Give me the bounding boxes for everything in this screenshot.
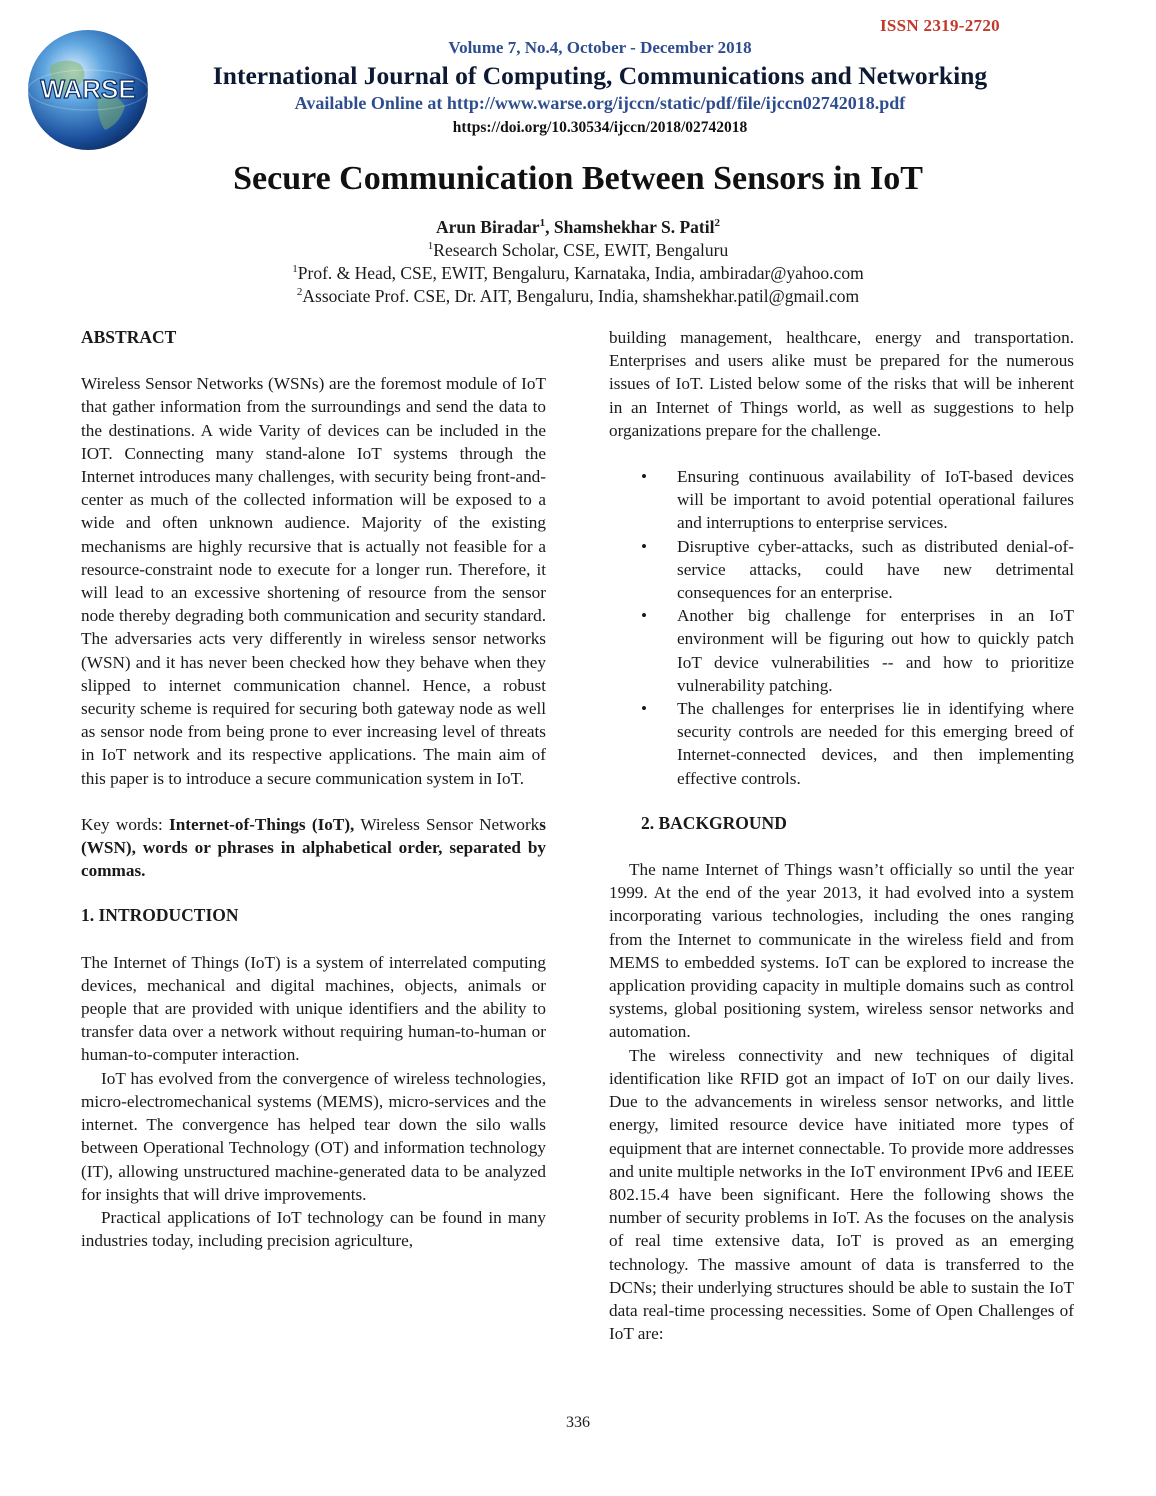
warse-logo [20,26,156,154]
affiliation-2 [100,262,1056,285]
affiliation-3-sup: 2 [296,286,303,299]
intro-paragraph-2: IoT has evolved from the convergence of wireless technologies, micro-electromechanical systems (MEMS), micro-services and the internet. The convergence has helped tear down the silo walls between Operational Technology (OT) and information technology (IT), allowing unstructured machine-generated data to be analyzed for insights that will drive improvements. [81,1068,546,1204]
affiliation-3 [100,285,1056,308]
author-2-sup: 2 [714,217,720,230]
journal-volume: Volume 7, No.4, October - December 2018 [448,38,752,57]
keywords-label: Key words: [81,814,170,834]
affiliation-2-sup: 1 [292,263,298,276]
keyword-3: s (WSN), words or phrases in alphabetical order, separated by commas. [81,814,546,881]
background-paragraph-2: The wireless connectivity and new techniques of digital identification like RFID got an impact of IoT on our daily lives. Due to the advancements in wireless sensor networks, and little energy, limited resource device have initiated more types of equipment that are internet connectable. To provide more addresses and unite multiple networks in the IoT environment IPv6 and IEEE 802.15.4 have been significant. Here the following shows the number of security problems in IoT. As the focuses on the analysis of real time extensive data, IoT is proved as an emerging technology. The massive amount of data is transferred to the DCNs; their underlying structures should be able to sustain the IoT data real-time processing necessities. Some of Open Challenges of IoT are: [609,1045,1074,1344]
author-2: Shamshekhar S. Patil [553,217,715,237]
affiliation-1-sup: 1 [427,240,434,253]
keyword-1: Internet-of-Things (IoT), [169,814,355,834]
logo-text: WARSE [40,74,136,104]
bullet-icon: • [641,699,648,719]
intro-paragraph-1: The Internet of Things (IoT) is a system of interrelated computing devices, mechanical and digital machines, objects, animals or people that are provided with unique identifiers and the ability to transfer data over a network without requiring human-to-human or human-to-computer interaction. [81,952,546,1065]
left-column [81,326,546,1252]
list-item [609,697,1074,790]
affiliation-1 [100,239,1056,262]
list-item [609,604,1074,697]
list-item [609,535,1074,605]
background-heading: 2. BACKGROUND [641,812,787,833]
bullet-icon: • [641,606,648,626]
page-number: 336 [566,1414,590,1431]
right-column [609,326,1074,1345]
bullet-icon: • [641,467,648,487]
doi-link[interactable]: https://doi.org/10.30534/ijccn/2018/02742018 [452,119,748,136]
affiliation-2-text: Prof. & Head, CSE, EWIT, Bengaluru, Karnataka, India, ambiradar@yahoo.com [297,263,864,283]
author-1-sup: 1 [539,217,546,230]
keyword-2: Wireless Sensor Network [354,814,540,834]
list-item-text: Another big challenge for enterprises in an IoT environment will be figuring out how to quickly patch IoT device vulnerabilities -- and how to prioritize vulnerability patching. [677,606,1074,695]
abstract-heading: ABSTRACT [81,327,177,347]
affiliation-1-text: Research Scholar, CSE, EWIT, Bengaluru [433,240,729,260]
keywords [81,813,546,883]
paper-title: Secure Communication Between Sensors in IoT [233,160,923,197]
abstract-text: Wireless Sensor Networks (WSNs) are the foremost module of IoT that gather information from the surroundings and send the data to the destinations. A wide Varity of devices can be included in the IOT. Connecting many stand-alone IoT systems through the Internet introduces many challenges, with security being front-and-center as much of the collected information will be exposed to a wide and often unknown audience. Majority of the existing mechanisms are highly recursive that is actually not feasible for a resource-constraint node to execute for a longer run. Therefore, it will lead to an excessive shortening of resource from the sensor node thereby degrading both communication and security standard. The adversaries acts very differently in wireless sensor networks (WSN) and it has never been checked how they behave when they slipped to internet communication channel. Hence, a robust security scheme is required for securing both gateway node as well as sensor node from being prone to ever increasing level of threats in IoT network and its respective applications. The main aim of this paper is to introduce a secure communication system in IoT. [81,374,546,788]
issn: ISSN 2319-2720 [880,16,1000,35]
intro-paragraph-3-continued: building management, healthcare, energy and transportation. Enterprises and users alike must be prepared for the numerous issues of IoT. Listed below some of the risks that will be inherent in an Internet of Things world, as well as suggestions to help organizations prepare for the challenge. [609,328,1074,440]
list-item [609,465,1074,535]
list-item-text: Disruptive cyber-attacks, such as distributed denial-of-service attacks, could have new detrimental consequences for an enterprise. [677,536,1074,603]
authors [100,216,1056,239]
globe-icon [20,26,156,154]
author-separator: , [545,217,554,237]
risk-list [609,465,1074,790]
affiliation-3-text: Associate Prof. CSE, Dr. AIT, Bengaluru, India, shamshekhar.patil@gmail.com [302,286,860,306]
intro-heading: 1. INTRODUCTION [81,905,239,926]
author-block [100,216,1056,308]
online-url[interactable]: Available Online at http://www.warse.org/ijccn/static/pdf/file/ijccn02742018.pdf [294,93,906,113]
journal-name: International Journal of Computing, Communications and Networking [212,61,988,90]
list-item-text: The challenges for enterprises lie in identifying where security controls are needed for this emerging breed of Internet-connected devices, and then implementing effective controls. [677,699,1074,788]
author-1: Arun Biradar [436,217,540,237]
list-item-text: Ensuring continuous availability of IoT-based devices will be important to avoid potential operational failures and interruptions to enterprise services. [677,467,1074,533]
bullet-icon: • [641,536,648,556]
background-paragraph-1: The name Internet of Things wasn’t officially so until the year 1999. At the end of the year 2013, it had evolved into a system incorporating various technologies, including the ones ranging from the Internet to communicate in the wireless field and from MEMS to embedded systems. IoT can be explored to increase the application providing capacity in multiple domains such as control systems, global positioning system, wireless sensor networks and automation. [609,860,1074,1042]
intro-paragraph-3: Practical applications of IoT technology can be found in many industries today, including precision agriculture, [81,1207,546,1251]
